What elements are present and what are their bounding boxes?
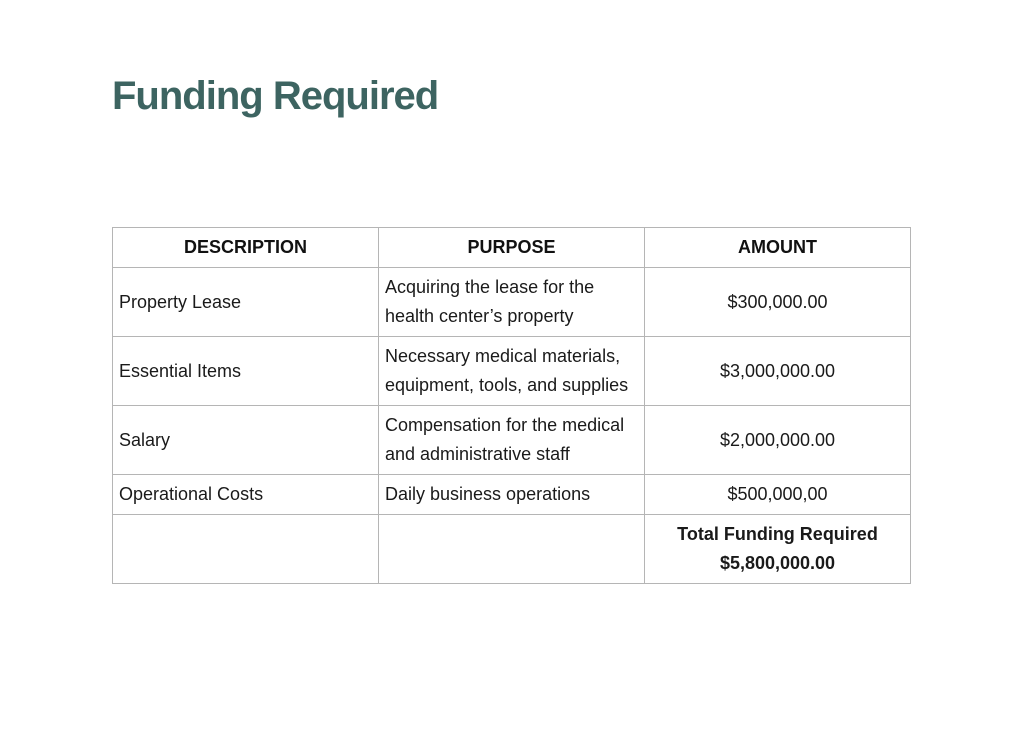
header-description: DESCRIPTION: [113, 228, 379, 268]
table-row: [113, 337, 911, 406]
header-amount: AMOUNT: [645, 228, 911, 268]
row-description: Property Lease: [113, 268, 379, 337]
table-row: [113, 268, 911, 337]
row-description: Essential Items: [113, 337, 379, 406]
table-row: [113, 406, 911, 475]
row-purpose: Necessary medical materials, equipment, tools, and supplies: [379, 337, 645, 406]
row-amount: $500,000,00: [645, 475, 911, 515]
total-empty-cell: [379, 515, 645, 584]
row-amount: $3,000,000.00: [645, 337, 911, 406]
row-purpose: Daily business operations: [379, 475, 645, 515]
row-description: Operational Costs: [113, 475, 379, 515]
row-purpose: Acquiring the lease for the health center’s property: [379, 268, 645, 337]
total-empty-cell: [113, 515, 379, 584]
total-label: Total Funding Required: [677, 524, 878, 544]
total-row: [113, 515, 911, 584]
table-row: [113, 475, 911, 515]
page-title: Funding Required: [112, 74, 439, 118]
total-cell: [645, 515, 911, 584]
funding-table: [112, 227, 911, 584]
row-description: Salary: [113, 406, 379, 475]
header-purpose: PURPOSE: [379, 228, 645, 268]
table-header-row: [113, 228, 911, 268]
total-value: $5,800,000.00: [719, 553, 836, 573]
row-amount: $300,000.00: [645, 268, 911, 337]
row-amount: $2,000,000.00: [645, 406, 911, 475]
row-purpose: Compensation for the medical and administrative staff: [379, 406, 645, 475]
